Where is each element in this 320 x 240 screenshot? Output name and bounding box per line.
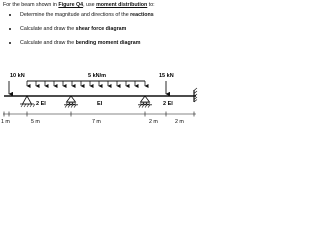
dimension-label: 2 m [175, 119, 184, 125]
roller-support-icon [64, 96, 78, 108]
distributed-load-label: 5 kN/m [88, 73, 107, 79]
dimension-label: 5 m [31, 119, 40, 125]
task-text: Calculate and draw the [20, 40, 76, 46]
span-stiffness-label: EI [97, 101, 103, 107]
task-keyword: reactions [130, 12, 154, 18]
task-keyword: shear force diagram [75, 26, 127, 32]
point-load-left-label: 10 kN [10, 73, 25, 79]
beam-diagram [0, 0, 200, 126]
roller-support-icon [138, 96, 152, 108]
task-text: Determine the magnitude and directions of the [20, 12, 131, 18]
dimension-label: 1 m [1, 119, 10, 125]
intro-prefix: For the beam shown in [3, 2, 59, 8]
task-keyword: bending moment diagram [75, 40, 141, 46]
pin-support-icon [20, 96, 35, 107]
distributed-load [27, 81, 145, 86]
point-load-right-label: 15 kN [159, 73, 174, 79]
figure-reference: Figure Q4 [58, 2, 84, 8]
task-text: Calculate and draw the [20, 26, 76, 32]
method-name: moment distribution [96, 2, 148, 8]
span-stiffness-label: 2 EI [36, 101, 46, 107]
dimension-line [3, 112, 196, 117]
dimension-label: 2 m [149, 119, 158, 125]
dimension-label: 7 m [92, 119, 101, 125]
intro-middle: , use [83, 2, 97, 8]
intro-suffix: to: [147, 2, 155, 8]
span-stiffness-label: 2 EI [163, 101, 173, 107]
fixed-support-icon [194, 88, 197, 102]
